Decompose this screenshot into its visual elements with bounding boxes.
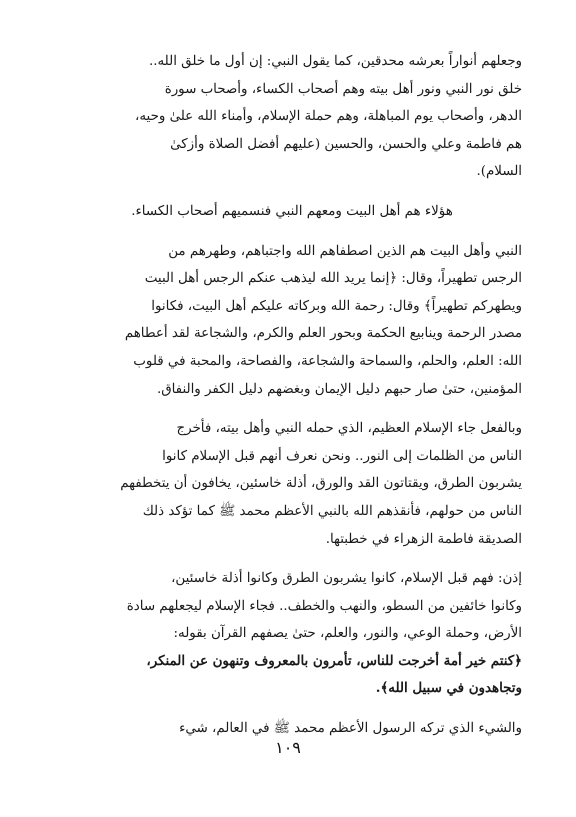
- text-line: الناس من الظلمات إلى النور.. ونحن نعرف أنهم قبل الإسلام كانوا: [162, 448, 522, 464]
- page-number: ١٠٩: [275, 738, 301, 757]
- text-line: الرجس تطهيراً، وقال: ﴿إنما يريد الله ليذهب عنكم الرجس أهل البيت: [144, 271, 522, 287]
- text-line: هؤلاء هم أهل البيت ومعهم النبي فنسميهم أصحاب الكساء.: [131, 203, 453, 219]
- quran-verse-line: ﴿كنتم خير أمة أخرجت للناس، تأمرون بالمعروف وتنهون عن المنكر،: [146, 652, 522, 669]
- paragraph-3: [62, 238, 522, 404]
- paragraph-4: [62, 415, 522, 553]
- text-line: الله: العلم، والحلم، والسماحة والشجاعة، والفصاحة، والمحبة في قلوب: [133, 353, 522, 369]
- text-line: السلام).: [476, 164, 522, 180]
- text-line: المؤمنين، حتىٰ صار حبهم دليل الإيمان وبغضهم دليل الكفر والنفاق.: [156, 381, 522, 397]
- text-line: الأرض، وحملة الوعي، والنور، والعلم، حتىٰ يصفهم القرآن بقوله:: [173, 626, 522, 642]
- paragraph-1: [62, 48, 522, 186]
- text-line: إذن: فهم قبل الإسلام، كانوا يشربون الطرق وكانوا أذلة خاسئين،: [171, 571, 522, 587]
- text-line: ويطهركم تطهيراً﴾ وقال: رحمة الله وبركاته عليكم أهل البيت، فكانوا: [151, 298, 522, 314]
- text-line: النبي وأهل البيت هم الذين اصطفاهم الله واجتباهم، وطهرهم من: [168, 243, 522, 259]
- text-line: الصديقة فاطمة الزهراء في خطبتها.: [325, 531, 522, 547]
- paragraph-5: [62, 565, 522, 703]
- text-line: وجعلهم أنواراً بعرشه محدقين، كما يقول النبي: إن أول ما خلق الله..: [148, 54, 522, 69]
- text-line: وكانوا خائفين من السطو، والنهب والخطف.. فجاء الإسلام ليجعلهم سادة: [126, 598, 522, 614]
- text-line: هم فاطمة وعلي والحسن، والحسين (عليهم أفضل الصلاة وأزكىٰ: [170, 136, 522, 152]
- text-line: يشربون الطرق، ويقتاتون القد والورق، أذلة خاسئين، يخافون أن يتخطفهم: [120, 476, 522, 492]
- text-line: الناس من حولهم، فأنقذهم الله بالنبي الأعظم محمد ﷺ كما تؤكد ذلك: [142, 503, 522, 519]
- text-line: وبالفعل جاء الإسلام العظيم، الذي حمله النبي وأهل بيته، فأخرج: [176, 421, 522, 437]
- quran-verse-line: وتجاهدون في سبيل الله﴾.: [375, 680, 522, 697]
- paragraph-2: [62, 198, 522, 226]
- text-line: والشيء الذي تركه الرسول الأعظم محمد ﷺ في العالم، شيء: [179, 721, 522, 737]
- text-line: الدهر، وأصحاب يوم المباهلة، وهم حملة الإسلام، وأمناء الله علىٰ وحيه،: [135, 109, 522, 125]
- text-line: خلق نور النبي ونور أهل بيته وهم أصحاب الكساء، وأصحاب سورة: [164, 81, 522, 97]
- text-line: مصدر الرحمة وينابيع الحكمة وبحور العلم والكرم، والشجاعة لقد أعطاهم: [124, 326, 522, 342]
- page-body: [62, 48, 522, 743]
